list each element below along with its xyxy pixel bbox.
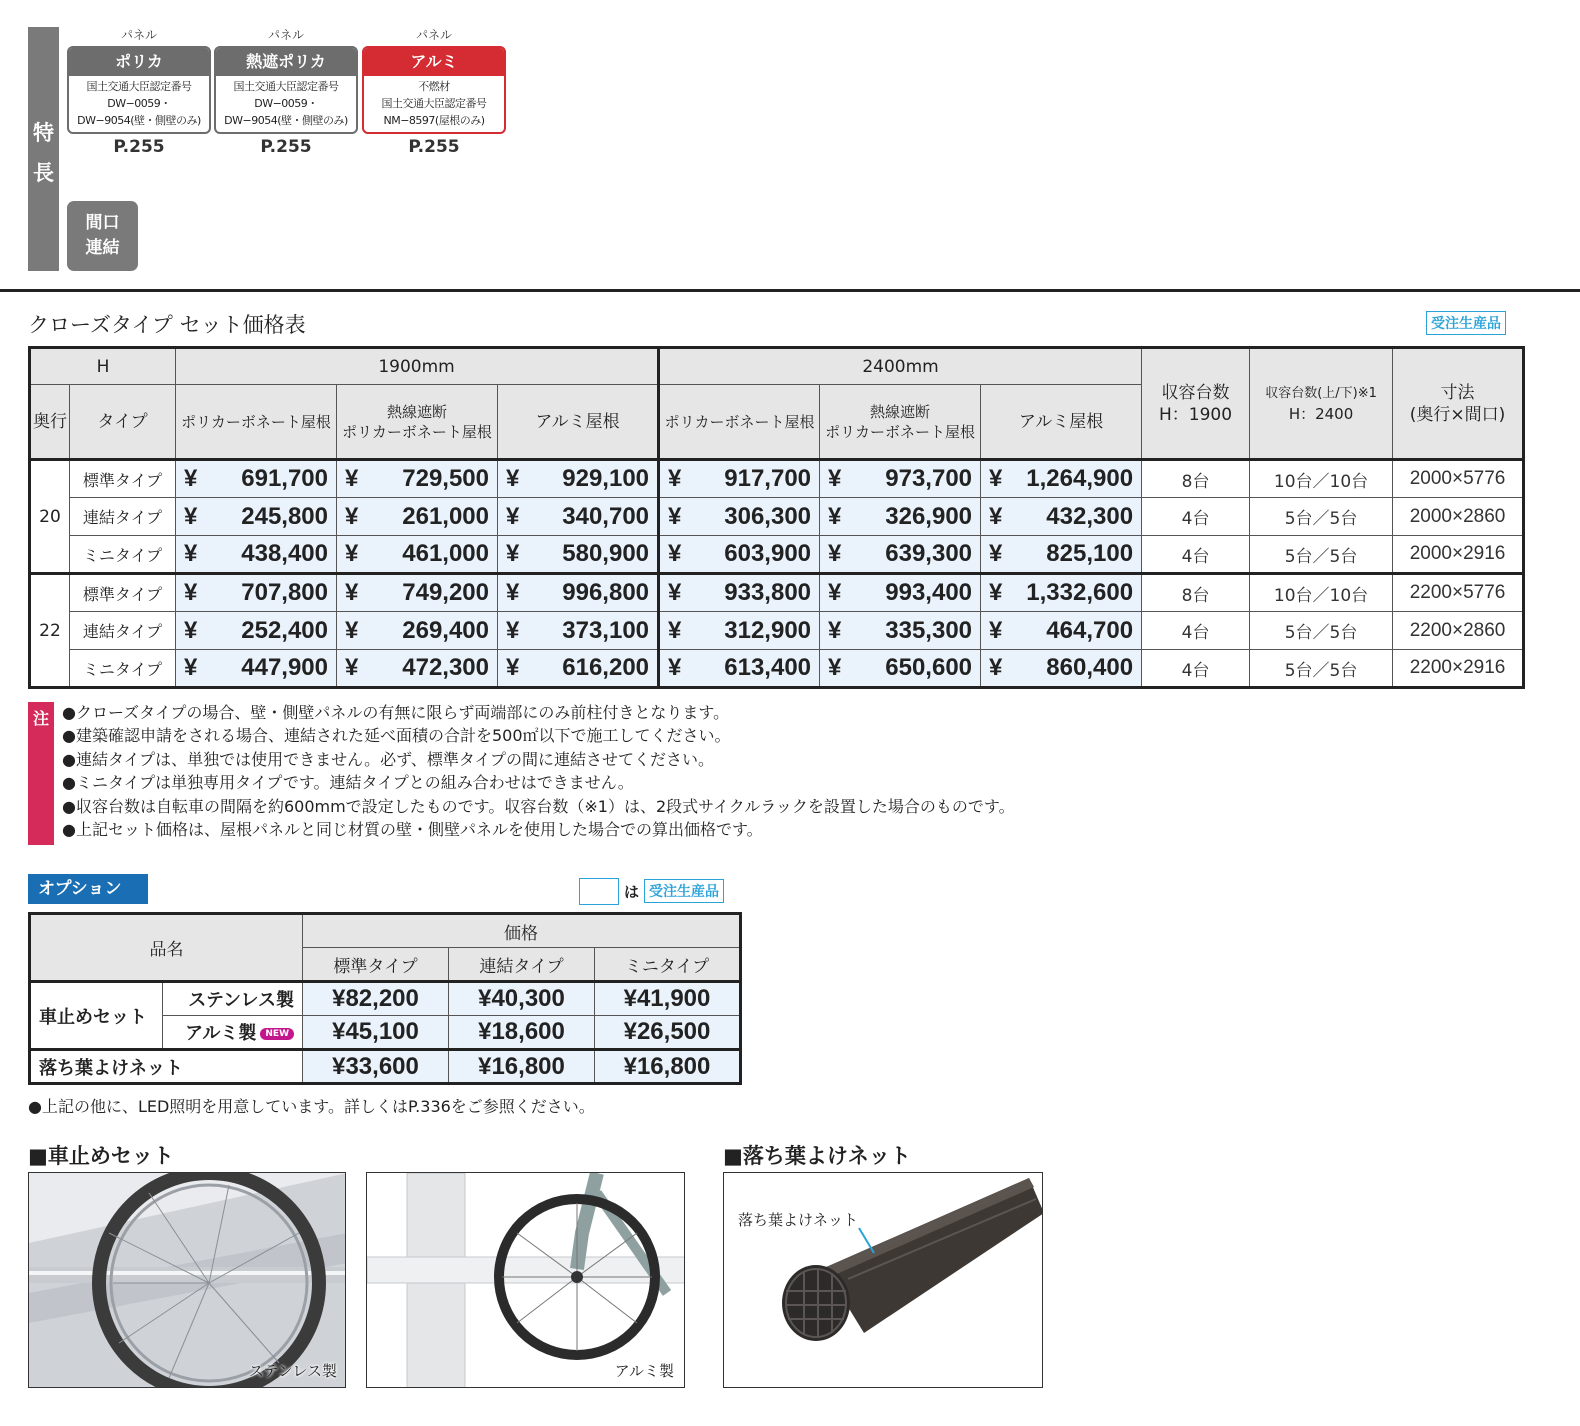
capacity-1900-cell: 8台 [1142, 460, 1250, 498]
capacity-2400-cell: 10台／10台 [1250, 460, 1393, 498]
capacity-1900-cell: 4台 [1142, 536, 1250, 574]
connection-line: 連結 [85, 238, 120, 258]
price-cell [820, 650, 981, 688]
header-line: H：1900 [1159, 404, 1233, 425]
option-sub-stainless: ステンレス製 [163, 982, 303, 1016]
price-row [30, 650, 1524, 688]
yen-sign: ¥ [345, 502, 359, 530]
price-row [30, 498, 1524, 536]
option-price: ¥41,900 [595, 982, 741, 1016]
side-label-char-1: 特 [33, 121, 54, 145]
leafnet-photo [723, 1172, 1043, 1388]
price-row [30, 460, 1524, 498]
price-value: 472,300 [402, 654, 490, 681]
dimension-cell: 2200×5776 [1393, 574, 1524, 612]
capacity-1900-cell: 8台 [1142, 574, 1250, 612]
capacity-2400-cell: 10台／10台 [1250, 574, 1393, 612]
new-badge: NEW [260, 1028, 294, 1040]
price-cell [659, 460, 820, 498]
price-cell [176, 498, 337, 536]
stopper-photo-title: ■車止めセット [28, 1144, 174, 1168]
yen-sign: ¥ [828, 654, 842, 681]
price-cell [820, 460, 981, 498]
option-sub-alumi-label: アルミ製 [185, 1023, 257, 1044]
price-value: 326,900 [885, 502, 973, 530]
header-line: 収容台数(上/下)※1 [1265, 385, 1377, 401]
header-roof-alumi: アルミ屋根 [498, 385, 659, 460]
type-cell: 連結タイプ [70, 612, 176, 650]
panel-card-alumi [362, 26, 506, 157]
option-price: ¥82,200 [303, 982, 449, 1016]
yen-sign: ¥ [828, 616, 842, 644]
price-value: 261,000 [402, 502, 490, 530]
yen-sign: ¥ [828, 502, 842, 530]
header-h1900: 1900mm [176, 348, 659, 385]
price-value: 464,700 [1046, 616, 1134, 644]
capacity-1900-cell: 4台 [1142, 498, 1250, 536]
price-value: 252,400 [241, 616, 329, 644]
yen-sign: ¥ [345, 616, 359, 644]
panel-line: 国土交通大臣認定番号 [233, 80, 339, 93]
option-price: ¥18,600 [449, 1016, 595, 1050]
panel-line: DW−9054(壁・側壁のみ) [224, 114, 348, 127]
panel-caption: パネル [415, 28, 452, 42]
panel-card-polica [67, 26, 211, 157]
price-cell [498, 498, 659, 536]
price-cell [820, 612, 981, 650]
header-roof-heat [820, 385, 981, 460]
price-value: 306,300 [724, 502, 812, 530]
panel-page-ref: P.255 [408, 137, 460, 157]
connection-line: 間口 [85, 213, 120, 233]
note-item: ●建築確認申請をされる場合、連結された延べ面積の合計を500㎡以下で施工してください。 [62, 726, 731, 746]
price-cell [498, 460, 659, 498]
yen-sign: ¥ [506, 502, 520, 530]
yen-sign: ¥ [345, 465, 359, 492]
price-value: 1,332,600 [1026, 579, 1134, 606]
header-roof-heat [337, 385, 498, 460]
price-cell [337, 612, 498, 650]
header-capacity-2 [1250, 348, 1393, 460]
options-header-connect: 連結タイプ [449, 948, 595, 982]
capacity-1900-cell: 4台 [1142, 612, 1250, 650]
alumi-stopper-photo [366, 1172, 685, 1388]
price-row [30, 536, 1524, 574]
yen-sign: ¥ [184, 616, 198, 644]
yen-sign: ¥ [345, 654, 359, 681]
price-value: 312,900 [724, 616, 812, 644]
price-value: 860,400 [1046, 654, 1134, 681]
option-price: ¥40,300 [449, 982, 595, 1016]
price-value: 929,100 [562, 465, 650, 492]
option-price: ¥16,800 [595, 1050, 741, 1084]
yen-sign: ¥ [989, 654, 1003, 681]
header-dimension [1393, 348, 1524, 460]
legend-swatch [579, 878, 619, 905]
price-cell [981, 536, 1142, 574]
yen-sign: ¥ [184, 654, 198, 681]
features-side-label [28, 27, 59, 271]
capacity-2400-cell: 5台／5台 [1250, 536, 1393, 574]
price-value: 707,800 [241, 579, 329, 606]
options-header-mini: ミニタイプ [595, 948, 741, 982]
yen-sign: ¥ [345, 579, 359, 606]
price-cell [176, 612, 337, 650]
option-price: ¥45,100 [303, 1016, 449, 1050]
panel-line: DW−0059・ [254, 97, 318, 110]
depth-cell: 22 [30, 574, 70, 688]
yen-sign: ¥ [828, 465, 842, 492]
panel-line: DW−0059・ [107, 97, 171, 110]
note-item: ●ミニタイプは単独専用タイプです。連結タイプとの組み合わせはできません。 [62, 773, 634, 793]
option-price: ¥33,600 [303, 1050, 449, 1084]
panel-line: 国土交通大臣認定番号 [381, 97, 487, 110]
price-cell [176, 574, 337, 612]
price-value: 373,100 [562, 616, 650, 644]
price-row [30, 612, 1524, 650]
yen-sign: ¥ [506, 465, 520, 492]
yen-sign: ¥ [989, 502, 1003, 530]
panel-caption: パネル [120, 28, 157, 42]
panel-page-ref: P.255 [113, 137, 165, 157]
panel-body [216, 76, 356, 129]
price-value: 616,200 [562, 654, 650, 681]
type-cell: 標準タイプ [70, 460, 176, 498]
header-h: H [30, 348, 176, 385]
price-cell [981, 460, 1142, 498]
price-value: 729,500 [402, 465, 490, 492]
made-to-order-badge: 受注生産品 [1426, 311, 1506, 335]
price-value: 1,264,900 [1026, 465, 1134, 492]
price-cell [176, 650, 337, 688]
options-legend [579, 877, 724, 905]
price-cell [820, 536, 981, 574]
yen-sign: ¥ [184, 465, 198, 492]
panel-line: DW−9054(壁・側壁のみ) [77, 114, 201, 127]
price-value: 825,100 [1046, 540, 1134, 567]
note-item: ●クローズタイプの場合、壁・側壁パネルの有無に限らず両端部にのみ前柱付きとなります。 [62, 703, 730, 722]
note-item: ●収容台数は自転車の間隔を約600mmで設定したものです。収容台数（※1）は、2段式サイクルラックを設置した場合のものです。 [62, 796, 1015, 816]
price-value: 603,900 [724, 540, 812, 567]
side-label-char-2: 長 [33, 161, 54, 185]
price-cell [981, 612, 1142, 650]
price-value: 580,900 [562, 540, 650, 567]
panel-line: 国土交通大臣認定番号 [86, 80, 192, 93]
stainless-stopper-photo [28, 1172, 346, 1388]
depth-cell: 20 [30, 460, 70, 574]
panel-name: アルミ [364, 48, 504, 76]
price-cell [498, 536, 659, 574]
dimension-cell: 2200×2916 [1393, 650, 1524, 688]
yen-sign: ¥ [828, 540, 842, 567]
panel-line: 不燃材 [418, 80, 450, 93]
price-value: 917,700 [724, 465, 812, 492]
type-cell: 連結タイプ [70, 498, 176, 536]
price-table-body [30, 460, 1524, 688]
price-cell [659, 612, 820, 650]
capacity-2400-cell: 5台／5台 [1250, 650, 1393, 688]
price-value: 432,300 [1046, 502, 1134, 530]
header-line: (奥行×間口) [1409, 404, 1506, 425]
panel-name: 熱遮ポリカ [216, 48, 356, 76]
leafnet-photo-title: ■落ち葉よけネット [723, 1144, 911, 1168]
price-row [30, 574, 1524, 612]
type-cell: ミニタイプ [70, 536, 176, 574]
yen-sign: ¥ [668, 654, 682, 681]
dimension-cell: 2000×2860 [1393, 498, 1524, 536]
price-value: 691,700 [241, 465, 329, 492]
yen-sign: ¥ [668, 502, 682, 530]
section-divider [0, 289, 1580, 292]
price-value: 461,000 [402, 540, 490, 567]
option-sub-alumi [163, 1016, 303, 1050]
price-cell [337, 460, 498, 498]
panel-line: NM−8597(屋根のみ) [383, 114, 485, 127]
header-line: ポリカーボネート屋根 [342, 422, 492, 441]
yen-sign: ¥ [184, 540, 198, 567]
option-name-stopper: 車止めセット [30, 982, 163, 1050]
price-cell [337, 574, 498, 612]
header-line: ポリカーボネート屋根 [825, 422, 975, 441]
price-value: 996,800 [562, 579, 650, 606]
yen-sign: ¥ [989, 540, 1003, 567]
yen-sign: ¥ [506, 654, 520, 681]
yen-sign: ¥ [668, 540, 682, 567]
header-depth: 奥行 [30, 385, 70, 460]
header-line: 熱線遮断 [870, 402, 931, 421]
price-cell [337, 650, 498, 688]
price-value: 933,800 [724, 579, 812, 606]
yen-sign: ¥ [989, 616, 1003, 644]
header-type: タイプ [70, 385, 176, 460]
header-line: 寸法 [1440, 382, 1475, 403]
yen-sign: ¥ [668, 616, 682, 644]
header-roof-alumi: アルミ屋根 [981, 385, 1142, 460]
note-tag: 注 [28, 702, 54, 845]
options-note: ●上記の他に、LED照明を用意しています。詳しくはP.336をご参照ください。 [28, 1097, 595, 1116]
price-cell [498, 574, 659, 612]
yen-sign: ¥ [989, 465, 1003, 492]
options-table [28, 912, 742, 1085]
type-cell: 標準タイプ [70, 574, 176, 612]
panel-page-ref: P.255 [260, 137, 312, 157]
alumi-caption: アルミ製 [614, 1362, 674, 1380]
panel-body [69, 76, 209, 129]
price-value: 335,300 [885, 616, 973, 644]
panel-caption: パネル [267, 28, 304, 42]
option-price: ¥16,800 [449, 1050, 595, 1084]
panel-box [214, 46, 358, 134]
yen-sign: ¥ [184, 502, 198, 530]
dimension-cell: 2200×2860 [1393, 612, 1524, 650]
note-item: ●連結タイプは、単独では使用できません。必ず、標準タイプの間に連結させてください。 [62, 749, 715, 769]
options-header-price: 価格 [303, 914, 741, 948]
capacity-1900-cell: 4台 [1142, 650, 1250, 688]
price-cell [659, 650, 820, 688]
price-value: 993,400 [885, 579, 973, 606]
dimension-cell: 2000×5776 [1393, 460, 1524, 498]
price-cell [337, 536, 498, 574]
options-label: オプション [28, 874, 148, 904]
yen-sign: ¥ [184, 579, 198, 606]
header-line: 収容台数 [1161, 382, 1230, 403]
capacity-2400-cell: 5台／5台 [1250, 612, 1393, 650]
price-value: 438,400 [241, 540, 329, 567]
panel-box [67, 46, 211, 134]
yen-sign: ¥ [506, 540, 520, 567]
panel-body [364, 76, 504, 129]
header-capacity [1142, 348, 1250, 460]
price-value: 749,200 [402, 579, 490, 606]
options-header-standard: 標準タイプ [303, 948, 449, 982]
price-value: 613,400 [724, 654, 812, 681]
type-cell: ミニタイプ [70, 650, 176, 688]
price-value: 269,400 [402, 616, 490, 644]
yen-sign: ¥ [668, 579, 682, 606]
price-value: 340,700 [562, 502, 650, 530]
notes-list [62, 701, 1015, 841]
panel-card-heat-polica [214, 26, 358, 157]
price-value: 650,600 [885, 654, 973, 681]
option-price: ¥26,500 [595, 1016, 741, 1050]
capacity-2400-cell: 5台／5台 [1250, 498, 1393, 536]
note-item: ●上記セット価格は、屋根パネルと同じ材質の壁・側壁パネルを使用した場合での算出価格です。 [62, 820, 763, 840]
price-value: 639,300 [885, 540, 973, 567]
dimension-cell: 2000×2916 [1393, 536, 1524, 574]
price-cell [498, 612, 659, 650]
price-value: 245,800 [241, 502, 329, 530]
price-cell [820, 574, 981, 612]
price-cell [659, 574, 820, 612]
yen-sign: ¥ [506, 579, 520, 606]
yen-sign: ¥ [828, 579, 842, 606]
option-name-leafnet: 落ち葉よけネット [30, 1050, 303, 1084]
price-cell [176, 460, 337, 498]
price-cell [981, 574, 1142, 612]
header-roof-poly: ポリカーボネート屋根 [176, 385, 337, 460]
price-cell [176, 536, 337, 574]
yen-sign: ¥ [345, 540, 359, 567]
price-cell [981, 650, 1142, 688]
made-to-order-badge: 受注生産品 [644, 879, 724, 903]
yen-sign: ¥ [506, 616, 520, 644]
price-value: 447,900 [241, 654, 329, 681]
yen-sign: ¥ [989, 579, 1003, 606]
price-cell [820, 498, 981, 536]
stainless-caption: ステンレス製 [248, 1362, 337, 1380]
price-cell [659, 498, 820, 536]
yen-sign: ¥ [668, 465, 682, 492]
connection-badge [67, 201, 138, 271]
price-value: 973,700 [885, 465, 973, 492]
panel-name: ポリカ [69, 48, 209, 76]
header-h2400: 2400mm [659, 348, 1142, 385]
price-table [28, 346, 1525, 689]
price-cell [659, 536, 820, 574]
legend-text: は [624, 882, 640, 901]
leafnet-caption: 落ち葉よけネット [738, 1211, 859, 1229]
price-table-title: クローズタイプ セット価格表 [28, 313, 306, 337]
panel-box [362, 46, 506, 134]
header-line: 熱線遮断 [387, 402, 448, 421]
header-roof-poly: ポリカーボネート屋根 [659, 385, 820, 460]
price-cell [498, 650, 659, 688]
options-header-name: 品名 [30, 914, 303, 982]
header-line: H：2400 [1288, 404, 1354, 423]
price-cell [981, 498, 1142, 536]
price-cell [337, 498, 498, 536]
